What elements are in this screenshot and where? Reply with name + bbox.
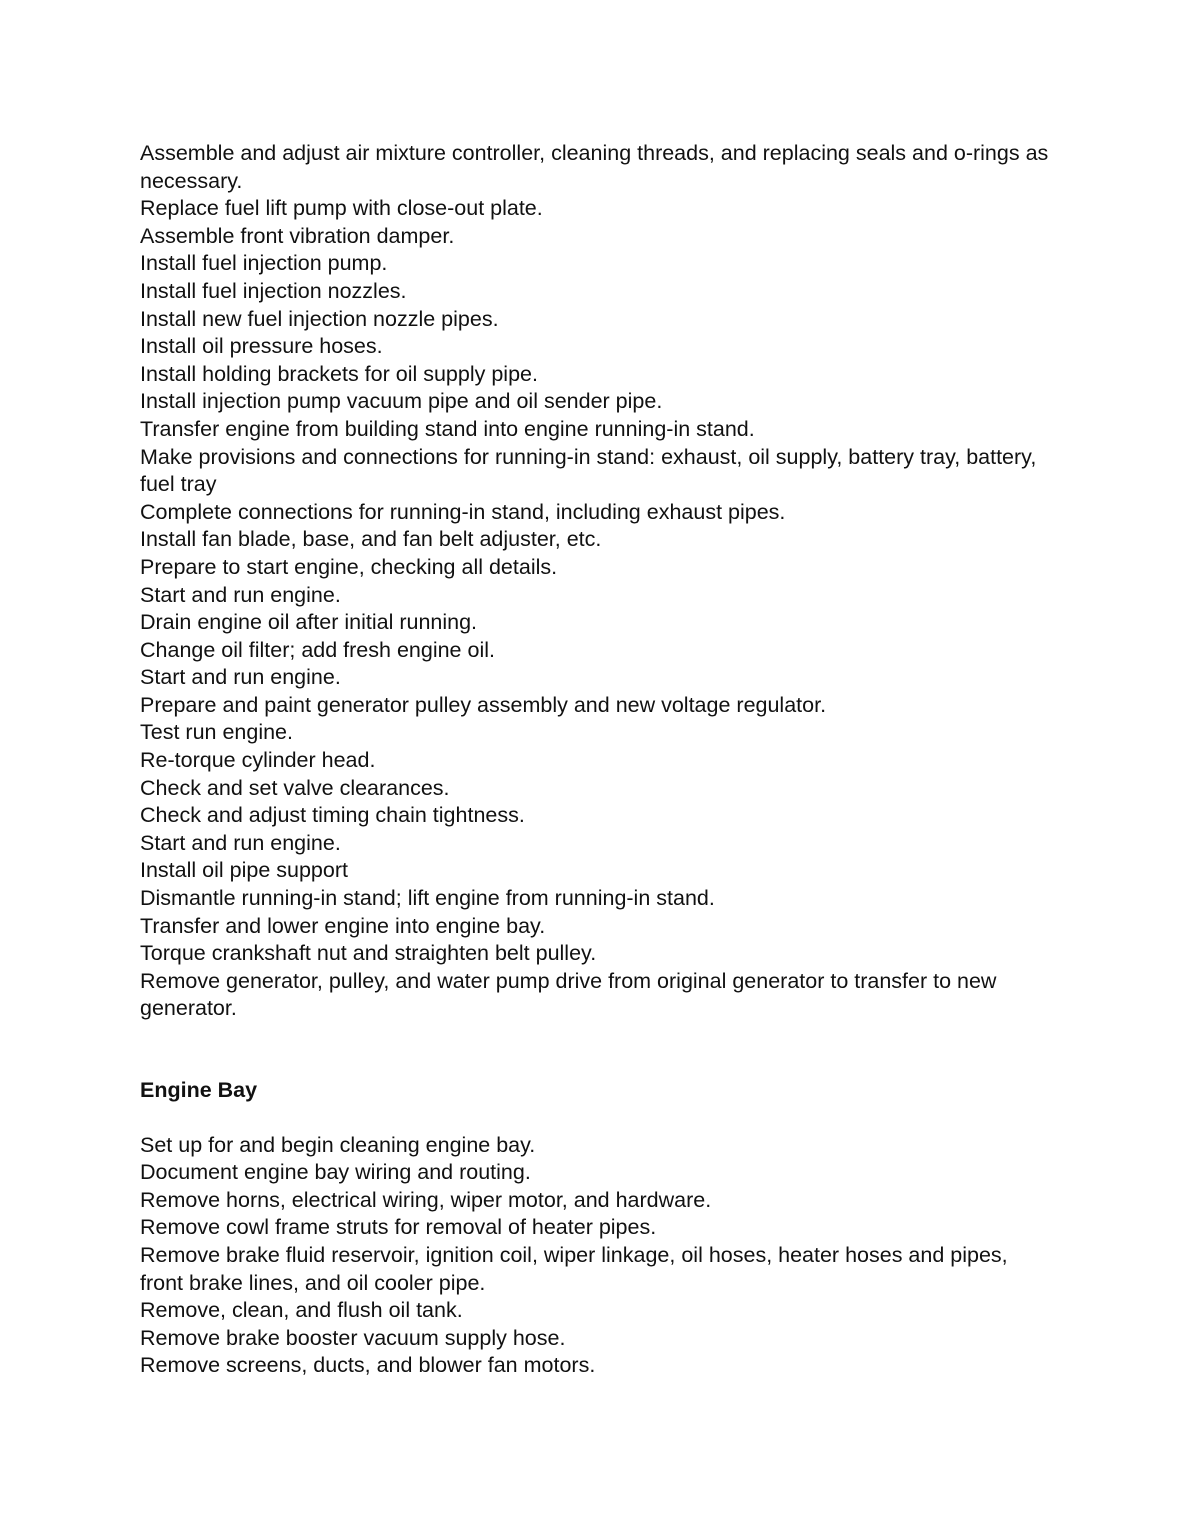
task-item: Replace fuel lift pump with close-out plate.: [140, 196, 543, 221]
task-item: Dismantle running-in stand; lift engine from running-in stand.: [140, 886, 715, 911]
task-item: Transfer and lower engine into engine bay.: [140, 913, 546, 938]
task-item: Install fuel injection nozzles.: [140, 278, 407, 303]
task-item: Drain engine oil after initial running.: [140, 610, 478, 635]
task-item: Remove, clean, and flush oil tank.: [140, 1298, 463, 1323]
task-item: Transfer engine from building stand into engine running-in stand.: [140, 416, 755, 441]
task-item: Complete connections for running-in stand, including exhaust pipes.: [140, 499, 786, 524]
task-item: Install holding brackets for oil supply pipe.: [140, 361, 538, 386]
task-item: Install fan blade, base, and fan belt adjuster, etc.: [140, 527, 602, 552]
task-item: Re-torque cylinder head.: [140, 748, 376, 773]
task-item: Install injection pump vacuum pipe and oil sender pipe.: [140, 389, 663, 414]
task-item: Check and set valve clearances.: [140, 775, 450, 800]
document-body: [140, 140, 1050, 1380]
task-item: Install oil pipe support: [140, 858, 348, 883]
task-item: Start and run engine.: [140, 665, 341, 690]
task-item: Remove horns, electrical wiring, wiper motor, and hardware.: [140, 1187, 712, 1212]
task-item: Prepare to start engine, checking all details.: [140, 554, 558, 579]
task-item: Remove generator, pulley, and water pump drive from original generator to transfer to new generator.: [140, 968, 997, 1021]
task-item: Remove cowl frame struts for removal of heater pipes.: [140, 1215, 657, 1240]
section-heading-engine-bay: Engine Bay: [140, 1078, 258, 1102]
task-item: Start and run engine.: [140, 582, 341, 607]
task-item: Install oil pressure hoses.: [140, 334, 383, 359]
task-item: Assemble front vibration damper.: [140, 223, 455, 248]
task-item: Remove brake booster vacuum supply hose.: [140, 1325, 566, 1350]
task-item: Change oil filter; add fresh engine oil.: [140, 637, 495, 662]
task-item: Remove brake fluid reservoir, ignition coil, wiper linkage, oil hoses, heater hoses and pipes, front brake lines, and oil cooler pipe.: [140, 1242, 1008, 1295]
task-item: Test run engine.: [140, 720, 293, 745]
task-item: Remove screens, ducts, and blower fan motors.: [140, 1353, 596, 1378]
task-item: Start and run engine.: [140, 830, 341, 855]
task-item: Install new fuel injection nozzle pipes.: [140, 306, 499, 331]
task-item: Prepare and paint generator pulley assembly and new voltage regulator.: [140, 692, 827, 717]
intro-task-list: [140, 140, 1050, 1023]
task-item: Set up for and begin cleaning engine bay.: [140, 1132, 536, 1157]
task-item: Torque crankshaft nut and straighten belt pulley.: [140, 941, 597, 966]
task-item: Make provisions and connections for running-in stand: exhaust, oil supply, battery tray, battery, fuel tray: [140, 444, 1037, 497]
task-item: Check and adjust timing chain tightness.: [140, 803, 525, 828]
engine-bay-task-list: [140, 1132, 1050, 1380]
task-item: Document engine bay wiring and routing.: [140, 1160, 531, 1185]
task-item: Install fuel injection pump.: [140, 251, 388, 276]
task-item: Assemble and adjust air mixture controller, cleaning threads, and replacing seals and o-rings as necessary.: [140, 141, 1049, 193]
